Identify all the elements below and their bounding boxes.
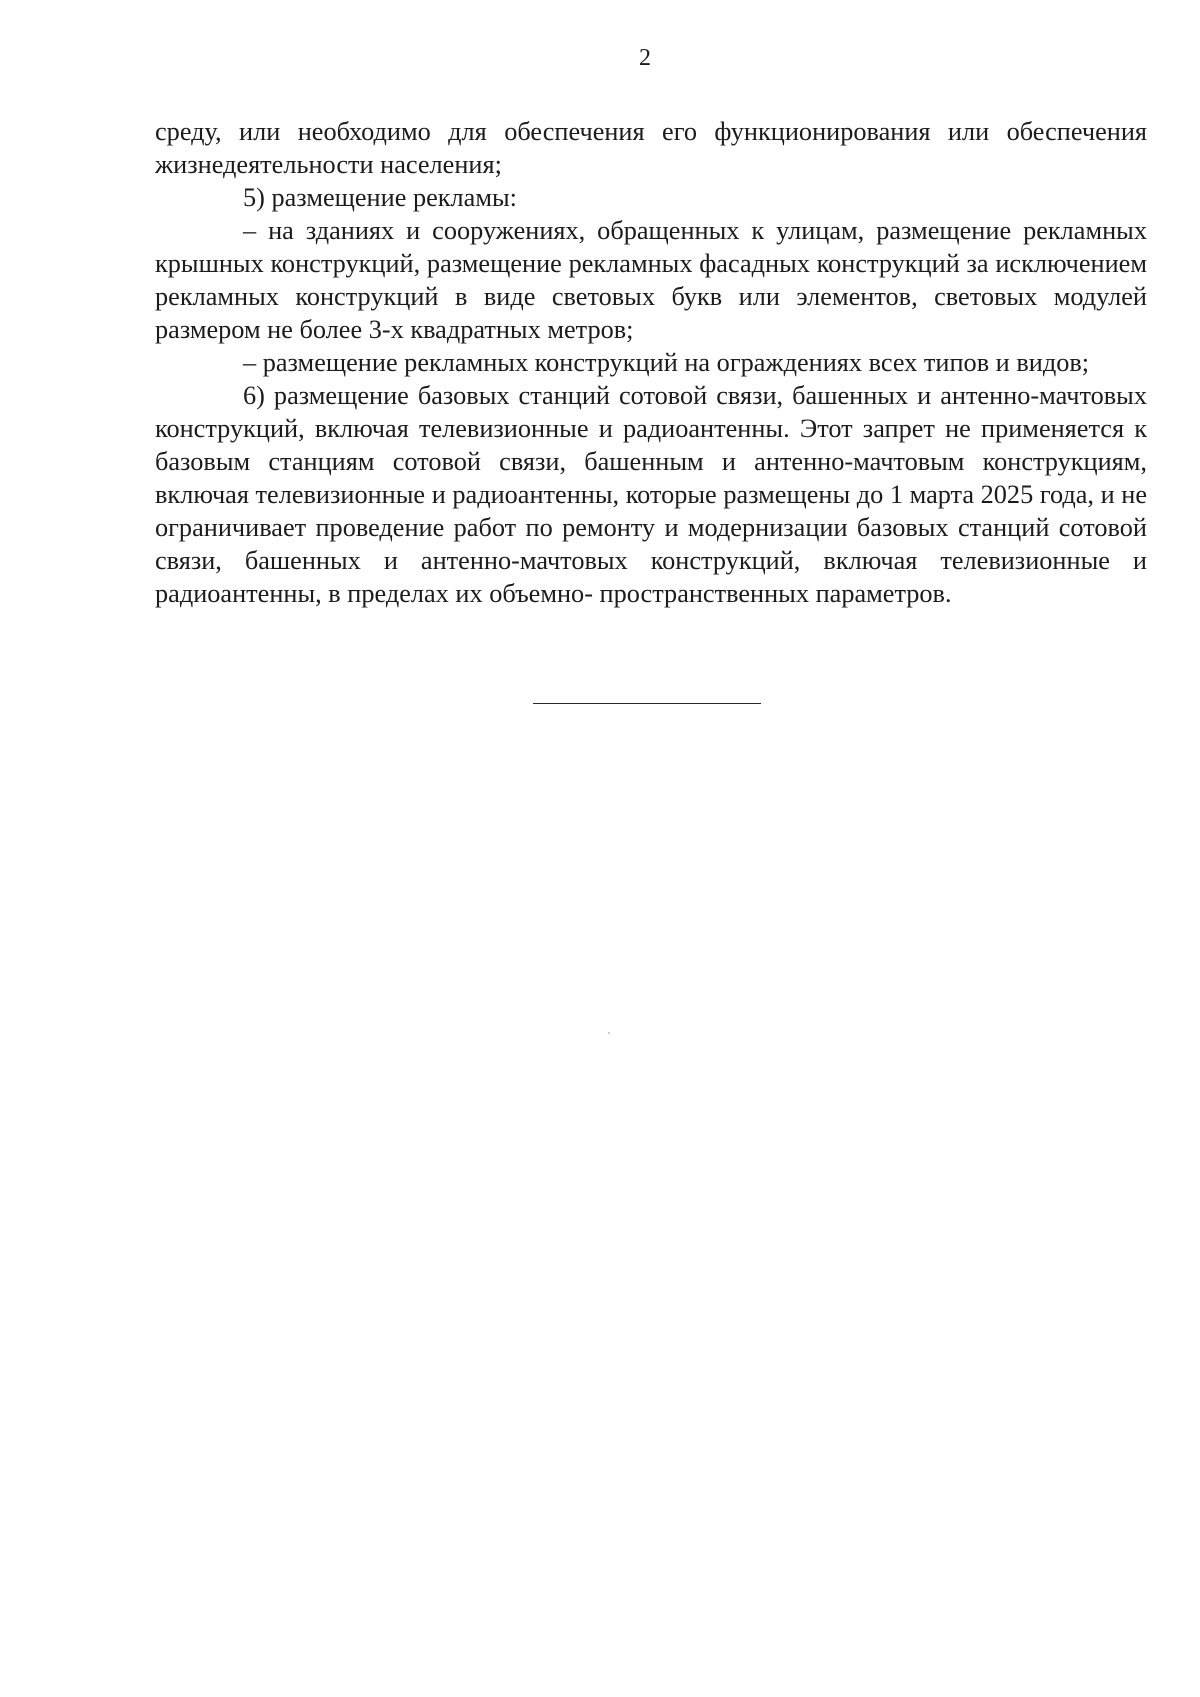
- paragraph-item-5: 5) размещение рекламы:: [243, 183, 517, 212]
- paragraph-item-6: 6) размещение базовых станций сотовой связи, башенных и антенно-мачтовых конструкций, включая телевизионные и радиоантенны. Этот запрет не применяется к базовым станциям сотовой связи, башенным и антенно-мачтовым конструкциям, включая телевизионные и радиоантенны, которые размещены до 1 марта 2025 года, и не ограничивает проведение работ по ремонту и модернизации базовых станций сотовой связи, башенных и антенно-мачтовых конструкций, включая телевизионные и радиоантенны, в пределах их объемно- пространственных параметров.: [155, 381, 1147, 608]
- scan-speck: [608, 1032, 610, 1034]
- page-number: 2: [639, 45, 651, 71]
- end-divider-line: [533, 703, 761, 704]
- paragraph-item-5-dash-2: – размещение рекламных конструкций на ограждениях всех типов и видов;: [243, 348, 1090, 377]
- document-body: [155, 115, 1147, 610]
- paragraph-item-5-dash-1: – на зданиях и сооружениях, обращенных к улицам, размещение рекламных крышных конструкций, размещение рекламных фасадных конструкций за исключением рекламных конструкций в виде световых букв или элементов, световых модулей размером не более 3-х квадратных метров;: [155, 216, 1147, 344]
- paragraph-continuation: среду, или необходимо для обеспечения его функционирования или обеспечения жизнедеятельности населения;: [155, 117, 1147, 179]
